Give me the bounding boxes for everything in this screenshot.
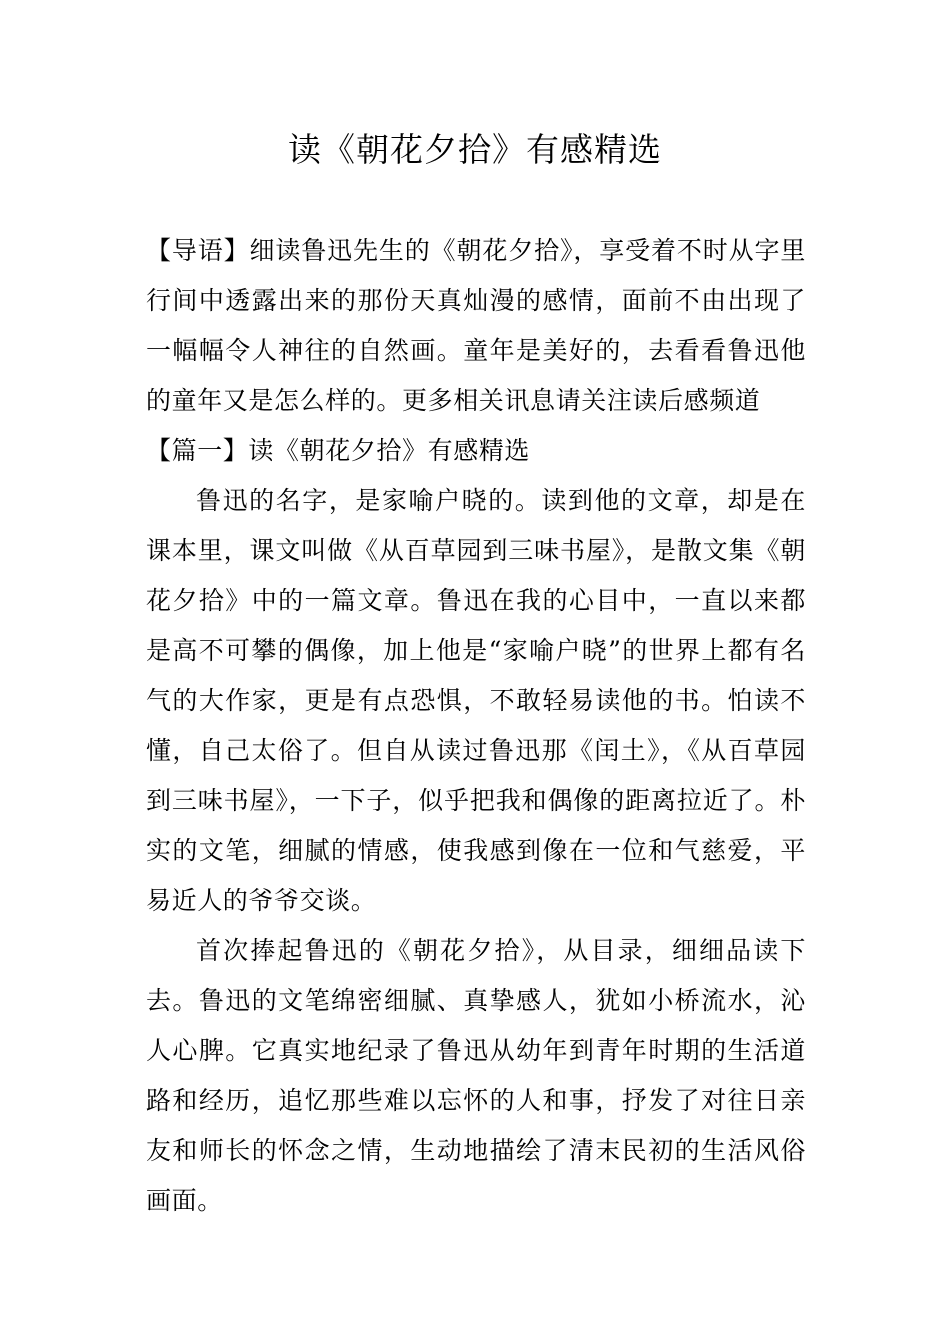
document-body bbox=[146, 226, 806, 1226]
body-paragraph: 鲁迅的名字，是家喻户晓的。读到他的文章，却是在课本里，课文叫做《从百草园到三味书屋》，是散文集《朝花夕拾》中的一篇文章。鲁迅在我的心目中，一直以来都是高不可攀的偶像，加上他是“家喻户晓”的世界上都有名气的大作家，更是有点恐惧，不敢轻易读他的书。怕读不懂，自己太俗了。但自从读过鲁迅那《闰土》，《从百草园到三味书屋》，一下子，似乎把我和偶像的距离拉近了。朴实的文笔，细腻的情感，使我感到像在一位和气慈爱，平易近人的爷爷交谈。 bbox=[146, 486, 806, 915]
body-paragraph: 首次捧起鲁迅的《朝花夕拾》，从目录，细细品读下去。鲁迅的文笔绵密细腻、真挚感人，犹如小桥流水，沁人心脾。它真实地纪录了鲁迅从幼年到青年时期的生活道路和经历，追忆那些难以忘怀的人和事，抒发了对往日亲友和师长的怀念之情，生动地描绘了清末民初的生活风俗画面。 bbox=[146, 936, 806, 1215]
document-title: 读《朝花夕拾》有感精选 bbox=[288, 130, 662, 169]
section-heading: 【篇一】读《朝花夕拾》有感精选 bbox=[146, 436, 531, 465]
intro-paragraph: 【导语】细读鲁迅先生的《朝花夕拾》，享受着不时从字里行间中透露出来的那份天真灿漫的感情，面前不由出现了一幅幅令人神往的自然画。童年是美好的，去看看鲁迅他的童年又是怎么样的。更多相关讯息请关注读后感频道 bbox=[146, 236, 806, 415]
